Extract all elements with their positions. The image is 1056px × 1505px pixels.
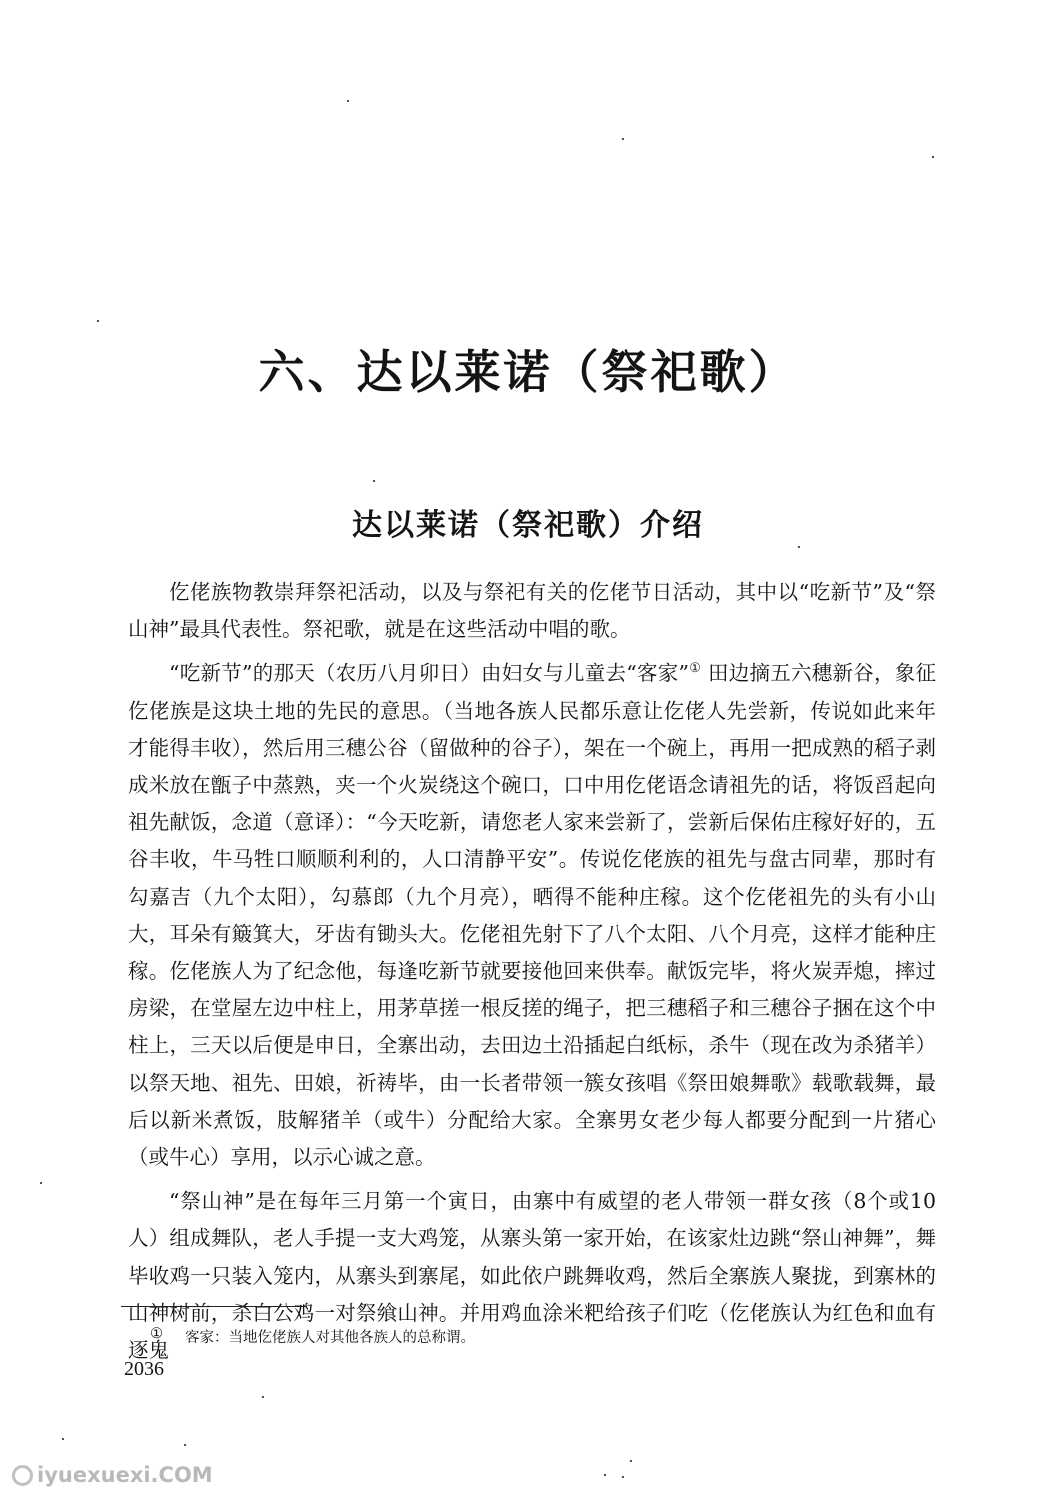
scan-speck [40, 1182, 42, 1184]
paragraph: 仡佬族物教崇拜祭祀活动，以及与祭祀有关的仡佬节日活动，其中以“吃新节”及“祭山神”最具代表性。祭祀歌，就是在这些活动中唱的歌。 [128, 580, 936, 642]
footnote-text: 客家：当地仡佬族人对其他各族人的总称谓。 [185, 1330, 475, 1346]
scan-speck [622, 138, 624, 140]
chapter-title: 六、达以莱诺（祭祀歌） [258, 345, 798, 399]
scan-speck [798, 546, 800, 548]
scan-speck [373, 480, 375, 482]
watermark [12, 1463, 213, 1487]
scan-speck [347, 100, 349, 102]
watermark-text: iyuexuexi.COM [37, 1463, 213, 1487]
scan-speck [604, 1474, 606, 1476]
scan-speck [97, 320, 99, 322]
body-text [128, 574, 936, 1376]
scan-speck [932, 156, 934, 158]
footnote-divider [121, 1306, 307, 1307]
scan-speck [630, 1460, 632, 1462]
scan-speck [622, 1476, 624, 1478]
paragraph-text: 田边摘五六穗新谷，象征仡佬族是这块土地的先民的意思。（当地各族人民都乐意让仡佬人先尝新，传说如此来年才能得丰收），然后用三穗公谷（留做种的谷子），架在一个碗上，再用一把成熟的稻子剥成米放在甑子中蒸熟，夹一个火炭绕这个碗口，口中用仡佬语念请祖先的话，将饭舀起向祖先献饭，念道（意译）：“今天吃新，请您老人家来尝新了，尝新后保佑庄稼好好的，五谷丰收，牛马牲口顺顺利利的，人口清静平安”。传说仡佬族的祖先与盘古同辈，那时有勾嘉吉（九个太阳），勾慕郎（九个月亮），晒得不能种庄稼。这个仡佬祖先的头有小山大，耳朵有簸箕大，牙齿有锄头大。仡佬祖先射下了八个太阳、八个月亮，这样才能种庄稼。仡佬族人为了纪念他，每逢吃新节就要接他回来供奉。献饭完毕，将火炭弄熄，摔过房梁，在堂屋左边中柱上，用茅草搓一根反搓的绳子，把三穗稻子和三穗谷子捆在这个中柱上，三天以后便是申日，全寨出动，去田边土沿插起白纸标，杀牛（现在改为杀猪羊）以祭天地、祖先、田娘，祈祷毕，由一长者带领一簇女孩唱《祭田娘舞歌》载歌载舞，最后以新米煮饭，肢解猪羊（或牛）分配给大家。全寨男女老少每人都要分配到一片猪心（或牛心）享用，以示心诚之意。 [128, 661, 936, 1170]
page-number: 2036 [124, 1358, 164, 1380]
scan-speck [184, 1444, 186, 1446]
paragraph [128, 655, 936, 1176]
footnote [150, 1326, 475, 1347]
footnote-mark: ① [150, 1326, 163, 1342]
paragraph: “祭山神”是在每年三月第一个寅日，由寨中有威望的老人带领一群女孩（8个或10人）组成舞队，老人手提一支大鸡笼，从寨头第一家开始，在该家灶边跳“祭山神舞”，舞毕收鸡一只装入笼内，从寨头到寨尾，如此依户跳舞收鸡，然后全寨族人聚拢，到寨林的山神树前，杀白公鸡一对祭飨山神。并用鸡血涂米粑给孩子们吃（仡佬族认为红色和血有逐鬼 [128, 1189, 936, 1363]
scan-speck [62, 1438, 64, 1440]
section-title: 达以莱诺（祭祀歌）介绍 [352, 508, 704, 543]
footnote-reference[interactable]: ① [689, 661, 702, 677]
paragraph-text: “吃新节”的那天（农历八月卯日）由妇女与儿童去“客家” [169, 661, 690, 686]
watermark-logo-icon [12, 1465, 33, 1486]
scan-speck [262, 1396, 264, 1398]
